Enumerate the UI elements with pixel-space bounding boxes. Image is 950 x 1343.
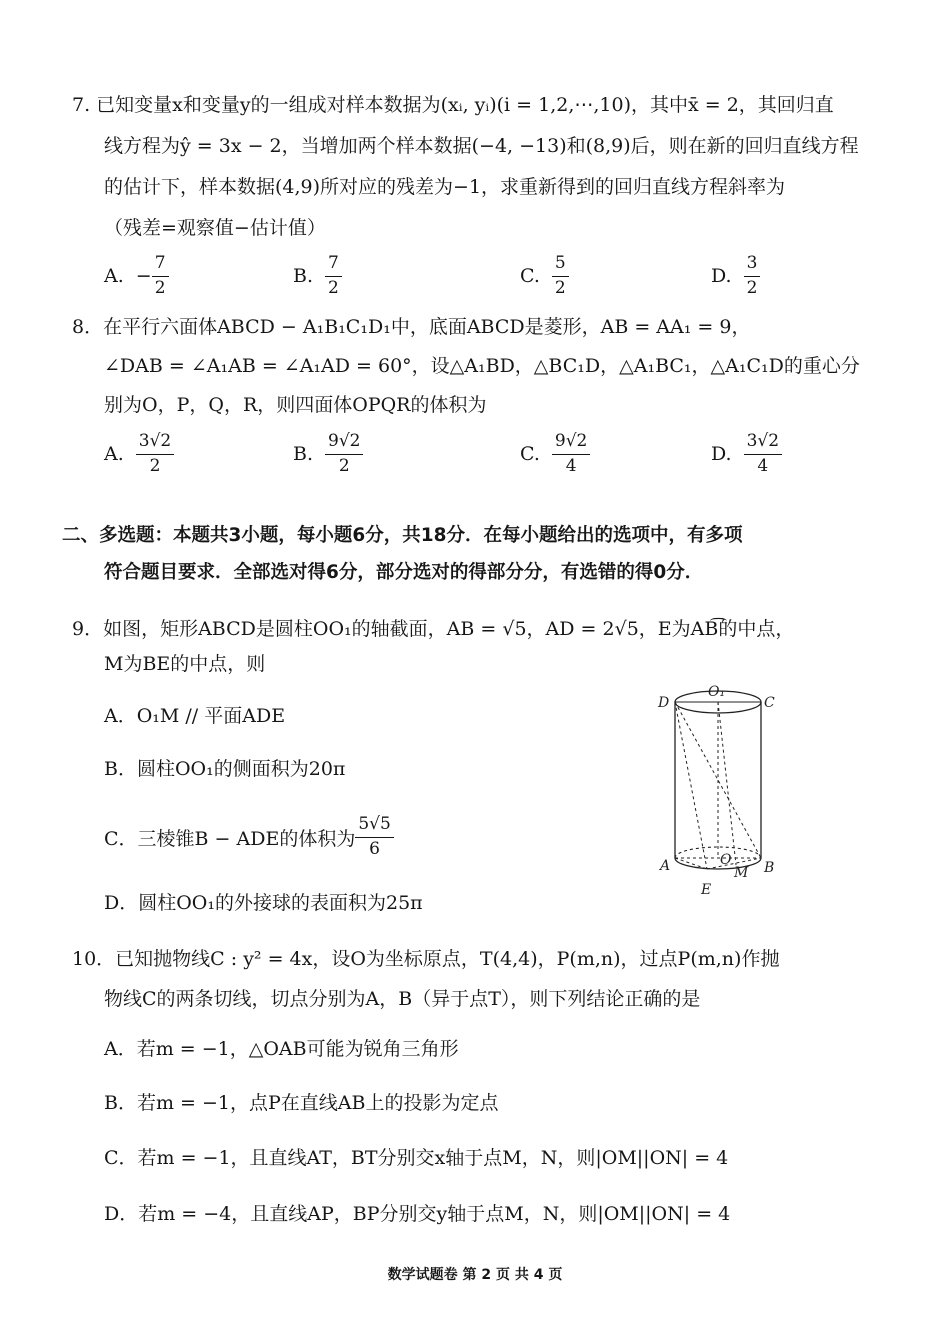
option-label: A. <box>104 265 124 288</box>
option-label: B. <box>293 443 314 466</box>
label-d: D <box>658 695 670 711</box>
q8-line-3: 别为O，P，Q，R，则四面体OPQR的体积为 <box>104 394 487 416</box>
option-label: D. <box>711 265 732 288</box>
page-footer: 数学试题卷 第 2 页 共 4 页 <box>387 1267 563 1283</box>
q7-line-3: 的估计下，样本数据(4,9)所对应的残差为−1，求重新得到的回归直线方程斜率为 <box>104 176 786 198</box>
option-fraction: $\frac{3}{2}$ <box>744 254 761 298</box>
label-e: E <box>701 882 712 898</box>
option-fraction: $\frac{9√2}{4}$ <box>552 432 590 476</box>
q10-option-d: D．若m = −4，且直线AP，BP分别交y轴于点M，N，则|OM||ON| = 4 <box>104 1203 731 1225</box>
q7-line-1: 7. 已知变量x和变量y的一组成对样本数据为(xᵢ, yᵢ)(i = 1,2,⋯,10)，其中x̄ = 2，其回归直 <box>72 94 834 116</box>
option-fraction: $\frac{7}{2}$ <box>325 254 342 298</box>
option-fraction: $\frac{3√2}{2}$ <box>136 432 174 476</box>
cylinder-figure <box>650 680 790 910</box>
option-label: D. <box>711 443 732 466</box>
q9-line-2: M为BE的中点，则 <box>104 653 266 675</box>
q8-line-1: 8．在平行六面体ABCD − A₁B₁C₁D₁中，底面ABCD是菱形，AB = AA₁ = 9， <box>72 316 751 338</box>
option-label: B. <box>293 265 314 288</box>
option-fraction: $\frac{5}{2}$ <box>552 254 569 298</box>
q9-option-b: B．圆柱OO₁的侧面积为20π <box>104 758 346 780</box>
q9-option-a: A．O₁M // 平面ADE <box>104 705 286 727</box>
q7-option-c <box>520 254 569 298</box>
q7-line-2: 线方程为ŷ = 3x − 2，当增加两个样本数据(−4, −13)和(8,9)后，则在新的回归直线方程 <box>104 135 859 157</box>
q8-option-b <box>293 432 363 476</box>
line-o1-m <box>718 702 736 865</box>
q9-option-c <box>104 815 394 859</box>
option-label: C. <box>520 265 540 288</box>
label-m: M <box>734 865 749 881</box>
q8-option-d <box>711 432 782 476</box>
q10-option-a: A．若m = −1，△OAB可能为锐角三角形 <box>104 1038 459 1060</box>
q10-line-2: 物线C的两条切线，切点分别为A，B（异于点T），则下列结论正确的是 <box>104 988 701 1010</box>
label-c: C <box>764 695 775 711</box>
label-a: A <box>660 858 671 874</box>
section-2-heading: 二、多选题：本题共3小题，每小题6分，共18分．在每小题给出的选项中，有多项 <box>62 525 743 546</box>
option-fraction: $\frac{5√5}{6}$ <box>355 815 393 859</box>
option-fraction: $\frac{7}{2}$ <box>152 254 169 298</box>
label-o1: O₁ <box>708 684 726 700</box>
label-o: O <box>720 852 732 868</box>
label-b: B <box>764 860 775 876</box>
q10-option-c: C．若m = −1，且直线AT，BT分别交x轴于点M，N，则|OM||ON| = 4 <box>104 1147 729 1169</box>
option-c-text: C．三棱锥B − ADE的体积为 <box>104 827 356 850</box>
q7-option-a <box>104 254 169 298</box>
q9-line-1: 9．如图，矩形ABCD是圆柱OO₁的轴截面，AB = √5，AD = 2√5，E为AB͡的中点， <box>72 618 795 640</box>
option-fraction: $\frac{9√2}{2}$ <box>325 432 363 476</box>
q9-option-d: D．圆柱OO₁的外接球的表面积为25π <box>104 892 423 914</box>
q8-option-c <box>520 432 590 476</box>
option-sign: − <box>135 265 152 288</box>
q8-option-a <box>104 432 174 476</box>
q8-line-2: ∠DAB = ∠A₁AB = ∠A₁AD = 60°，设△A₁BD，△BC₁D，△A₁BC₁，△A₁C₁D的重心分 <box>104 355 860 377</box>
q7-option-b <box>293 254 342 298</box>
line-d-e <box>675 702 707 869</box>
q7-line-4: （残差=观察值−估计值） <box>104 217 326 239</box>
option-label: A. <box>104 443 124 466</box>
section-2-subheading: 符合题目要求．全部选对得6分，部分选对的得部分分，有选错的得0分． <box>104 562 704 583</box>
option-label: C. <box>520 443 540 466</box>
option-fraction: $\frac{3√2}{4}$ <box>744 432 782 476</box>
q10-option-b: B．若m = −1，点P在直线AB上的投影为定点 <box>104 1092 499 1114</box>
q7-option-d <box>711 254 760 298</box>
q10-line-1: 10．已知抛物线C : y² = 4x，设O为坐标原点，T(4,4)，P(m,n)，过点P(m,n)作抛 <box>72 948 780 970</box>
